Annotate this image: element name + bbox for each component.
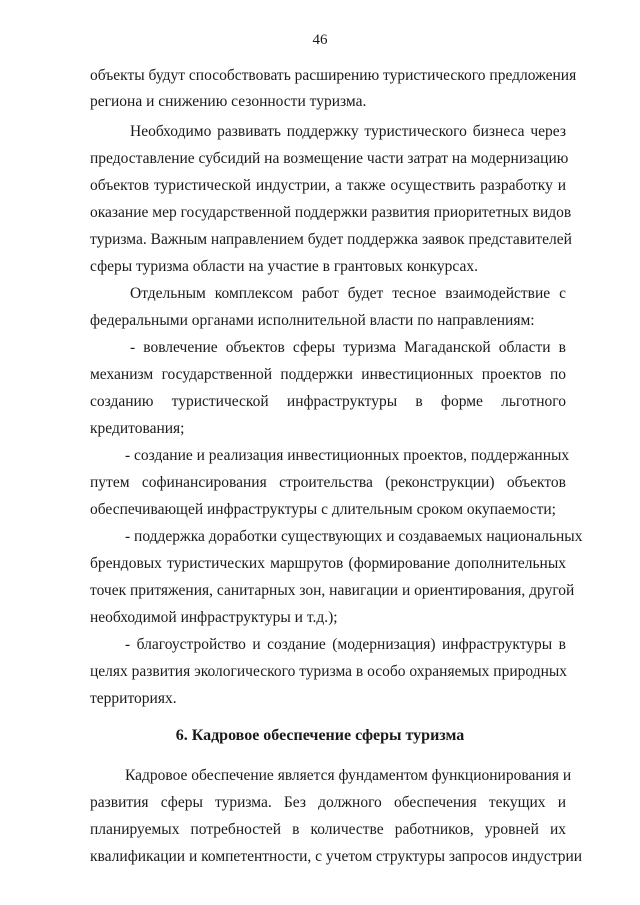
text-line: брендовых туристических маршрутов (формирование дополнительных [90,555,566,572]
text-line: - вовлечение объектов сферы туризма Магаданской области в [130,339,566,356]
text-line: необходимой инфраструктуры и т.д.); [90,609,338,626]
text-line: территориях. [90,690,177,707]
text-line: созданию туристической инфраструктуры в форме льготного [90,393,566,410]
text-line: планируемых потребностей в количестве работников, уровней их [90,821,566,838]
text-line: туризма. Важным направлением будет поддержка заявок представителей [90,231,572,248]
text-line: Необходимо развивать поддержку туристического бизнеса через [130,123,566,140]
text-line: сферы туризма области на участие в грантовых конкурсах. [90,258,478,275]
text-line: путем софинансирования строительства (реконструкции) объектов [90,474,566,491]
text-line: объектов туристической индустрии, а также осуществить разработку и [90,177,566,194]
text-line: федеральными органами исполнительной власти по направлениям: [90,312,535,329]
text-line: объекты будут способствовать расширению туристического предложения [90,67,577,84]
text-line: точек притяжения, санитарных зон, навигации и ориентирования, другой [90,582,575,599]
text-line: - поддержка доработки существующих и создаваемых национальных [125,528,583,545]
text-line: региона и снижению сезонности туризма. [90,93,367,110]
text-line: механизм государственной поддержки инвестиционных проектов по [90,366,566,383]
text-line: - создание и реализация инвестиционных проектов, поддержанных [125,447,570,464]
text-line: - благоустройство и создание (модернизация) инфраструктуры в [125,636,566,653]
text-line: обеспечивающей инфраструктуры с длительным сроком окупаемости; [90,501,556,518]
text-line: Кадровое обеспечение является фундаментом функционирования и [125,767,572,784]
section-heading: 6. Кадровое обеспечение сферы туризма [175,727,465,744]
text-line: квалификации и компетентности, с учетом структуры запросов индустрии [90,848,583,865]
text-line: кредитования; [90,420,185,437]
text-line: развития сферы туризма. Без должного обеспечения текущих и [90,794,566,811]
page-number: 46 [312,32,328,48]
text-line: оказание мер государственной поддержки развития приоритетных видов [90,204,572,221]
text-line: целях развития экологического туризма в особо охраняемых природных [90,663,568,680]
text-line: предоставление субсидий на возмещение части затрат на модернизацию [90,150,569,167]
text-line: Отдельным комплексом работ будет тесное взаимодействие с [130,285,566,302]
